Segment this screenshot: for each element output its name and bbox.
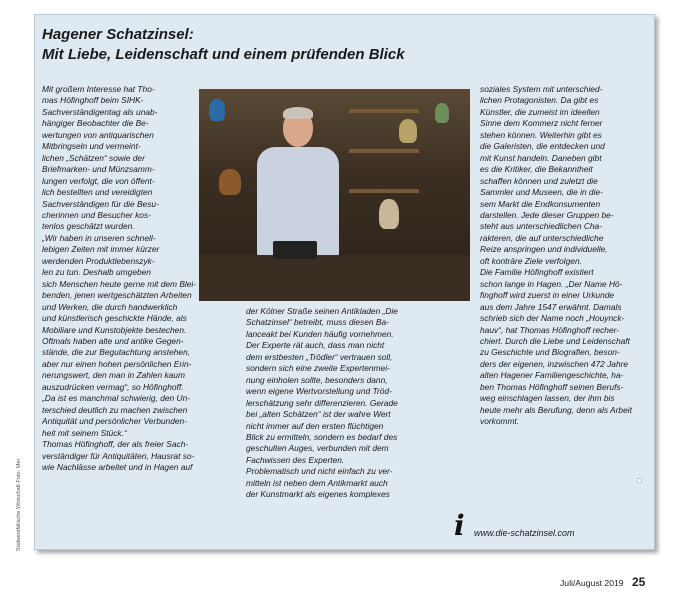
column-1 [42,84,250,473]
title-line-2: Mit Liebe, Leidenschaft und einem prüfenden Blick [42,46,405,63]
photo-credit: Südwestfälische Wirtschaft Foto: Mer [16,458,22,551]
text-line: es die Kritiker, die Bekanntheit [480,164,593,175]
scale-device [273,241,317,259]
text-line: Blick zu ermitteln, sondern es bedarf des [246,431,398,442]
text-line: lungen verfolgt, die von öffent- [42,175,155,186]
text-line: die Galeristen, die entdecken und [480,141,605,152]
text-line: sich Menschen heute gerne mit dem Blei- [42,278,197,289]
article-title [42,25,642,65]
info-icon: i [454,509,465,542]
text-line: soziales System mit unterschied- [480,84,603,94]
text-line: mit Kunst handeln. Daneben gibt [480,152,602,163]
text-line: sem Markt die Endkonsumenten [480,198,601,209]
text-line: Thomas Höfinghoff, der als freier Sach- [42,439,189,450]
text-line: ben Thomas Höfinghoff seinen Berufs- [480,381,624,392]
column-3 [480,84,644,428]
text-line: schon lange in Hagen. „Der Name Hö- [480,278,623,289]
text-line: mas Höfinghoff beim SIHK- [42,95,144,106]
text-line: auszudrücken vermag“, so Höfinghoff. [42,381,184,392]
text-line: hängiger Beobachter die Be- [42,118,149,129]
person-hair [283,107,313,119]
text-line: Die Familie Höfinghoff existiert [480,267,594,278]
text-line: Oftmals haben alte und antike Gegen- [42,335,184,346]
title-line-1: Hagener Schatzinsel: [42,26,194,43]
text-line: verständiger für Antiquitäten, Hausrat so- [42,450,195,461]
shelf [349,109,419,113]
text-line: wenn eigene Wertvorstellung und Tröd- [246,386,392,397]
text-line: weg einschlagen lassen, der ihm bis [480,393,615,404]
text-line: nerungswert, den man in Zahlen kaum [42,370,185,381]
text-line: Sinne dem Kommerz nicht ferner [480,118,603,129]
text-line: cherinnen und Besucher kos- [42,209,151,220]
text-line: Mobiliare und Kunstobjekte bestechen. [42,324,187,335]
text-line: bei „alten Schätzen“ ist der wahre Wert [246,409,391,420]
text-line: oft konträre Ziele verfolgen. [480,255,582,266]
shelf [349,189,419,193]
text-line: darstellen. Jede dieser Gruppen be- [480,209,614,220]
text-line: Briefmarken- und Münzsamm- [42,164,155,175]
text-line: Mitbringseln und vermeint- [42,141,141,152]
text-line: aus dem Jahre 1547 erwähnt. Damals [480,301,622,312]
text-line: stände, die zur Begutachtung anstehen, [42,347,191,358]
text-line: Mit großem Interesse hat Tho- [42,84,155,94]
text-line: schaffen können und zuletzt die [480,175,598,186]
text-line: dem erstbesten „Trödler“ vertrauen soll, [246,351,393,362]
text-line: ders der eigenen, inzwischen 472 Jahre [480,358,629,369]
end-mark [637,478,642,483]
text-line: Reize anspringen und individuelle, [480,244,608,255]
text-line: aber nur einen hohen persönlichen Erin- [42,358,192,369]
text-line: lich bestellten und vereidigten [42,187,153,198]
vase [379,199,399,229]
text-line: lichen Protagonisten. Da gibt es [480,95,599,106]
text-line: und Werken, die durch handwerklich [42,301,178,312]
text-line: „Wir haben in unseren schnell- [42,232,156,243]
text-line: geschulten Auges, verbunden mit dem [246,443,389,454]
text-line: tenlos geschätzt wurden. [42,221,135,232]
text-line: schrieb sich der Name noch „Houynck- [480,313,625,324]
text-line: terschied deutlich zu machen zwischen [42,404,188,415]
text-line: Problematisch und nicht einfach zu ver- [246,466,393,477]
text-line: finghoff wird zuerst in einer Urkunde [480,290,615,301]
text-line: rakteren, die auf unterschiedliche [480,232,604,243]
text-line: chiert. Durch die Liebe und Leidenschaft [480,335,630,346]
text-line: Sachverständigentag als unab- [42,106,158,117]
column-2 [246,306,450,501]
text-line: Schatzinsel“ betreibt, muss diesen Ba- [246,317,389,328]
text-line: der Kölner Straße seinen Antikladen „Die [246,306,398,316]
text-line: Antiquität und persönlicher Verbunden- [42,416,187,427]
text-line: alten Hagener Familiengeschichte, ha- [480,370,624,381]
text-line: stehen können. Weiterhin gibt es [480,129,602,140]
text-line: zu Geschichte und Biografien, beson- [480,347,620,358]
text-line: nicht immer auf den ersten flüchtigen [246,420,384,431]
text-line: steht aus unterschiedlichen Cha- [480,221,602,232]
shelf [349,149,419,153]
text-line: Künstler, die zumeist im ideellen [480,106,600,117]
text-line: „Da ist es manchmal schwierig, den Un- [42,393,191,404]
text-line: wie Nachlässe arbeitet und in Hagen auf [42,461,193,472]
text-line: len zu tun. Deshalb umgeben [42,267,151,278]
text-line: Sammler und Museen, die in die- [480,187,603,198]
text-line: wertungen von antiquarischen [42,129,154,140]
text-line: lichen „Schätzen“ sowie der [42,152,145,163]
vase [435,103,449,123]
text-line: werdenden Produktlebenszyk- [42,255,155,266]
text-line: heit mit seinem Stück.“ [42,427,127,438]
text-line: lebigen Zeiten mit immer kürzer [42,244,160,255]
text-line: sondern sich eine zweite Expertenmei- [246,363,390,374]
text-line: hauv“, hat Thomas Höfinghoff recher- [480,324,620,335]
text-line: nung einholen sollte, besonders dann, [246,374,388,385]
issue-date: Juli/August 2019 [560,578,624,588]
text-line: der Kunstmarkt als eigenes komplexes [246,489,390,500]
text-line: vorkommt. [480,416,520,427]
page-number: 25 [632,575,646,589]
text-line: lanceakt bei Kunden häufig vornehmen. [246,328,394,339]
text-line: Der Experte rät auch, dass man nicht [246,340,385,351]
text-line: Sachverständigen für die Besu- [42,198,159,209]
text-line: Fachwissen des Experten. [246,454,345,465]
text-line: mitteln ist neben dem Antikmarkt auch [246,477,388,488]
text-line: und künstlerisch geschickte Hände, als [42,313,187,324]
text-line: lerschätzung sehr differenzieren. Gerade [246,397,398,408]
text-line: heute mehr als Berufung, denn als Arbeit [480,404,632,415]
text-line: benden, jenen wertgeschätzten Arbeiten [42,290,192,301]
website-link[interactable]: www.die-schatzinsel.com [474,528,575,538]
vase [399,119,417,143]
